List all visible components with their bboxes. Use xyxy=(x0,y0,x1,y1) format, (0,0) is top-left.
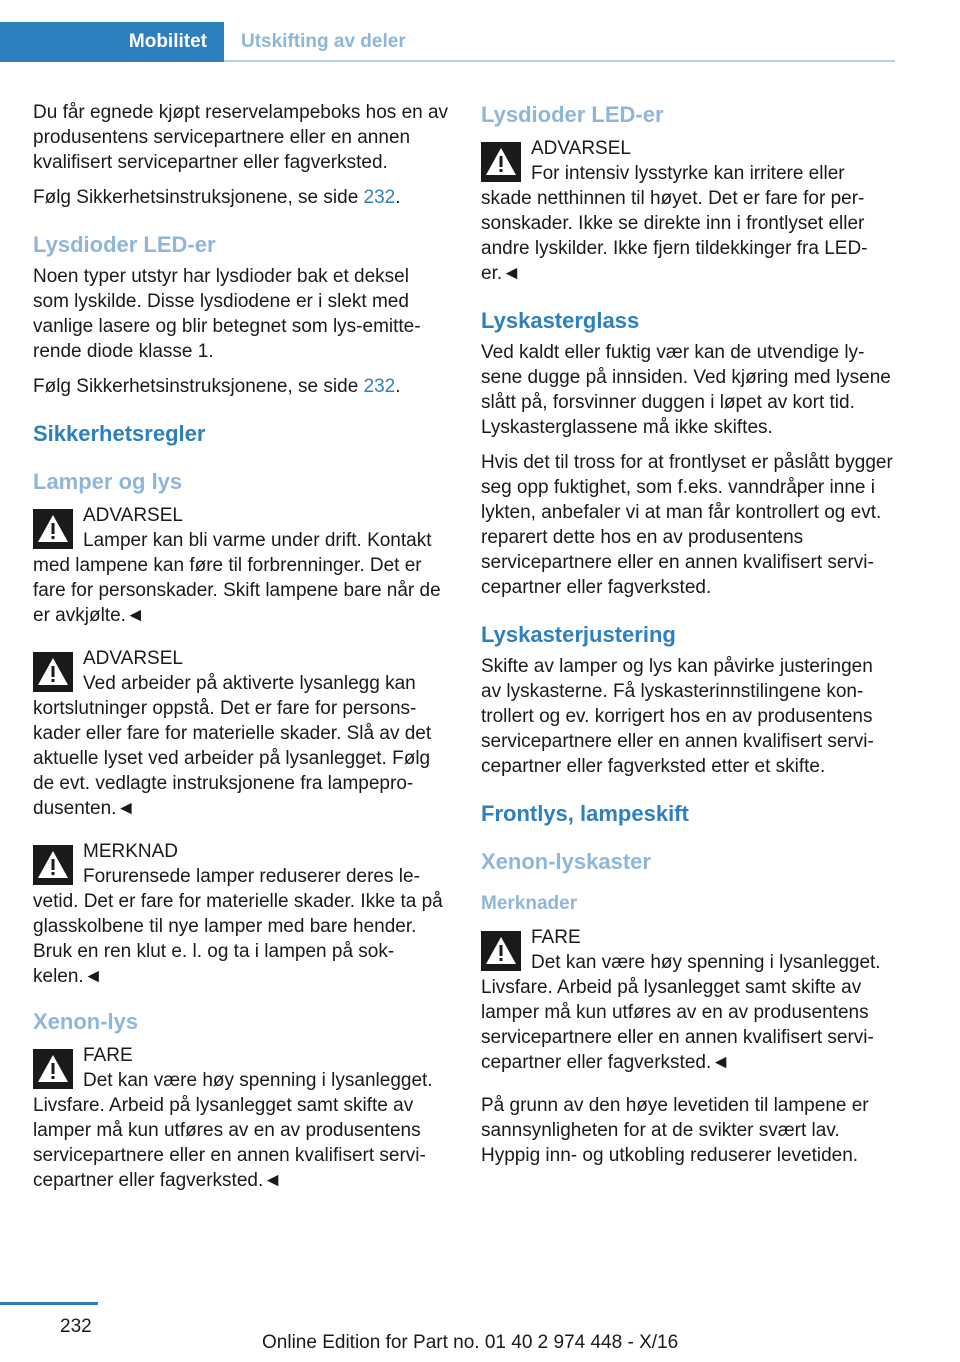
footer-rule xyxy=(0,1302,98,1305)
danger-body: Det kan være høy spenning i lysanlegget. Livsfare. Arbeid på lysanlegget samt skifte av lamper må kun utføres av en av produsentens servicepartnere eller en annen kvalifisert servicepartner eller fagverksted.◄ xyxy=(33,1070,433,1191)
page-link-232[interactable]: 232 xyxy=(363,187,396,208)
heading-lens: Lyskasterglass xyxy=(481,308,640,333)
section-tab-mobilitet: Mobilitet xyxy=(0,22,224,62)
heading-led: Lysdioder LED-er xyxy=(33,232,216,257)
safety-reference: Følg Sikkerhetsinstruksjonene, se side 232. xyxy=(33,187,401,208)
warning-triangle-icon xyxy=(33,1049,73,1089)
right-column xyxy=(481,100,897,1178)
warning-block-led xyxy=(481,136,897,286)
warning-title: ADVARSEL xyxy=(531,138,631,159)
danger-block-right xyxy=(481,925,897,1075)
warning-body: Lamper kan bli varme under drift. Kontakt med lampene kan føre til forbrenninger. Det er fare for personskader. Skift lampene bare når de er avkjølte.◄ xyxy=(33,530,441,626)
heading-headlight-adjust: Lyskasterjustering xyxy=(481,622,676,647)
page-link-232-led[interactable]: 232 xyxy=(363,376,396,397)
chapter-title: Utskifting av deler xyxy=(241,31,406,52)
warning-triangle-icon xyxy=(481,142,521,182)
warning-body: For intensiv lysstyrke kan irritere eller skade netthinnen til høyet. Det er fare for personskader. Ikke se direkte inn i frontlyset eller andre lyskilder. Ikke fjern tildekkinger fra LED-er.◄ xyxy=(481,163,868,284)
page-number: 232 xyxy=(60,1316,92,1337)
warning-block-1 xyxy=(33,503,449,628)
heading-notes: Merknader xyxy=(481,893,578,914)
lifetime-paragraph: På grunn av den høye levetiden til lampene er sannsynligheten for at de svikter svært lav. Hyppig inn- og utkobling reduserer levetiden. xyxy=(481,1095,869,1166)
warning-body: Ved arbeider på aktiverte lysanlegg kan kortslutninger oppstå. Det er fare for personskader eller fare for materielle skader. Slå av det aktuelle lyset ved arbeider på lysanlegget. Følg de evt. vedlagte instruksjonene fra lampeprodusenten.◄ xyxy=(33,673,432,819)
intro-paragraph: Du får egnede kjøpt reservelampeboks hos en av produsentens servicepartnere eller en annen kvalifisert servicepartner eller fagverksted. xyxy=(33,102,449,173)
danger-body: Det kan være høy spenning i lysanlegget. Livsfare. Arbeid på lysanlegget samt skifte av lamper må kun utføres av en av produsentens servicepartnere eller en annen kvalifisert servicepartner eller fagverksted.◄ xyxy=(481,952,881,1073)
danger-title: FARE xyxy=(531,927,581,948)
led-paragraph: Noen typer utstyr har lysdioder bak et deksel som lyskilde. Disse lysdiodene er i slekt med vanlige lasere og blir betegnet som lys-emitterende diode klasse 1. xyxy=(33,266,421,362)
edition-note: Online Edition for Part no. 01 40 2 974 448 - X/16 xyxy=(262,1332,679,1353)
notice-block xyxy=(33,839,449,989)
led-safety-reference: Følg Sikkerhetsinstruksjonene, se side 232. xyxy=(33,376,401,397)
lens-paragraph-2: Hvis det til tross for at frontlyset er påslått bygger seg opp fuktighet, som f.eks. vanndråper inne i lykten, anbefaler vi at man får kontrollert og evt. reparert dette hos en av produsentens servicepartnere eller en annen kvalifisert servicepartner eller fagverksted. xyxy=(481,452,893,598)
page-header xyxy=(0,0,960,62)
heading-safety-rules: Sikkerhetsregler xyxy=(33,421,206,446)
warning-triangle-icon xyxy=(33,845,73,885)
adjust-paragraph: Skifte av lamper og lys kan påvirke justeringen av lyskasterne. Få lyskasterinnstilingene kontrollert og ev. korrigert hos en av produsentens servicepartnere eller en annen kvalifisert servicepartner eller fagverksted etter et skifte. xyxy=(481,656,874,777)
warning-title: ADVARSEL xyxy=(83,505,183,526)
warning-triangle-icon xyxy=(33,509,73,549)
warning-triangle-icon xyxy=(33,652,73,692)
danger-title: FARE xyxy=(83,1045,133,1066)
safety-reference-text: Følg Sikkerhetsinstruksjonene, se side xyxy=(33,187,364,208)
heading-xenon: Xenon-lys xyxy=(33,1009,139,1034)
notice-title: MERKNAD xyxy=(83,841,179,862)
warning-triangle-icon xyxy=(481,931,521,971)
heading-headlight-bulb-change: Frontlys, lampeskift xyxy=(481,801,689,826)
danger-block xyxy=(33,1043,449,1193)
left-column xyxy=(33,100,449,1211)
heading-xenon-headlight: Xenon-lyskaster xyxy=(481,849,651,874)
warning-title: ADVARSEL xyxy=(83,648,183,669)
heading-led-right: Lysdioder LED-er xyxy=(481,102,664,127)
header-rule xyxy=(224,60,895,62)
heading-lamps: Lamper og lys xyxy=(33,469,183,494)
led-safety-reference-text: Følg Sikkerhetsinstruksjonene, se side xyxy=(33,376,364,397)
lens-paragraph-1: Ved kaldt eller fuktig vær kan de utvendige lysene dugge på innsiden. Ved kjøring med lysene slått på, forsvinner duggen i løpet av kort tid. Lyskasterglassene må ikke skiftes. xyxy=(481,342,891,438)
warning-block-2 xyxy=(33,646,449,821)
notice-body: Forurensede lamper reduserer deres levetid. Det er fare for materielle skader. Ikke ta på glasskolbene til nye lamper med bare hender. Bruk en ren klut e. l. og ta i lampen på sokkelen.◄ xyxy=(33,866,443,987)
